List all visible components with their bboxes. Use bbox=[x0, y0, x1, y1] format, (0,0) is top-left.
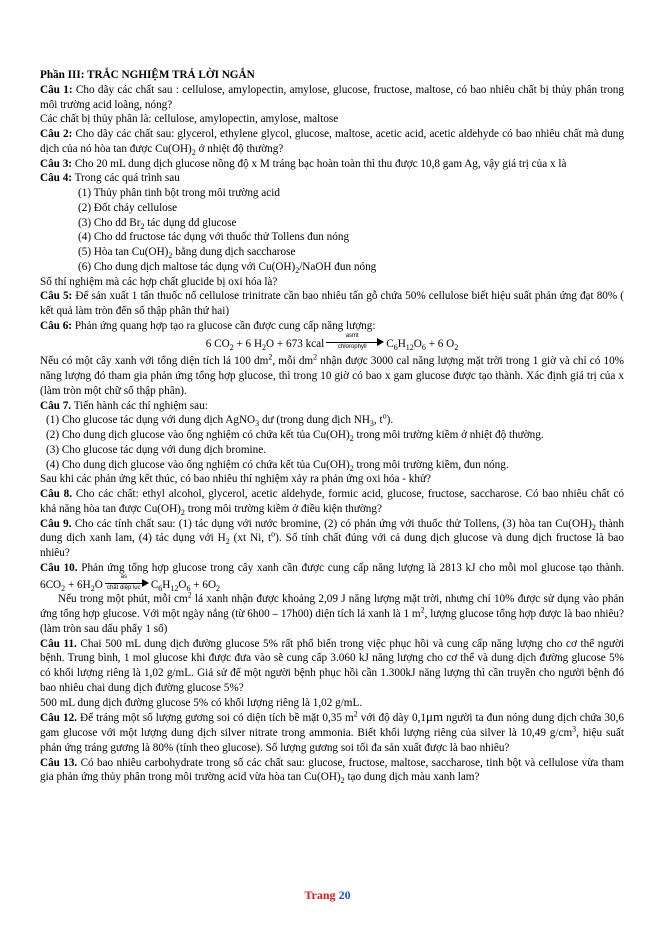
question-text: Cho dãy các chất sau: glycerol, ethylene glycol, glucose, maltose, acetic acid, acetic aldehyde có bao nhiêu chất mà dung dịch của nó hòa tan được Cu(OH) bbox=[40, 128, 624, 155]
list-item bbox=[40, 245, 624, 260]
question-2 bbox=[40, 127, 624, 157]
question-text: với độ dày 0,1 bbox=[357, 712, 426, 725]
item-text: (4) Cho dung dịch glucose vào ống nghiệm có chứa kết tủa Cu(OH) bbox=[46, 458, 350, 471]
subscript: 2 bbox=[216, 583, 221, 593]
subscript: 6 bbox=[421, 342, 426, 352]
item-text: dư (trong dung dịch NH bbox=[259, 414, 370, 427]
question-label: Câu 7. bbox=[40, 399, 72, 412]
item-text: (6) Cho dung dịch maltose tác dụng với Cu(OH) bbox=[78, 260, 296, 273]
eq-part: 6CO bbox=[40, 578, 62, 591]
subscript: 2 bbox=[262, 342, 267, 352]
list-item bbox=[40, 413, 624, 428]
subscript: 6 bbox=[393, 342, 398, 352]
superscript: 2 bbox=[268, 352, 273, 362]
question-7-ask: Sau khi các phản ứng kết thúc, có bao nhiêu thí nghiệm xảy ra phản ứng oxi hóa - khử? bbox=[40, 473, 432, 486]
question-11-note: 500 mL dung dịch đường glucose 5% có khối lượng riêng là 1,02 g/mL. bbox=[40, 696, 363, 709]
subscript: 2 bbox=[340, 776, 345, 786]
eq-part: + 6O bbox=[190, 578, 217, 591]
question-text: Cho 20 mL dung dịch glucose nồng độ x M tráng bạc hoàn toàn thì thu được 10,8 gam Ag, vậy giá trị của x là bbox=[72, 157, 567, 170]
subscript: 2 bbox=[454, 342, 459, 352]
body-text: lá xanh nhận được khoảng 2,09 J năng lượng mặt trời, nhưng chỉ 10% được sử dụng vào phản ứng tổng hợp glucose. Với một ngày nắng (từ 6h00 – 17h00) diện tích lá xanh là 1 m bbox=[40, 593, 624, 620]
question-text: tạo dung dịch màu xanh lam? bbox=[344, 771, 480, 784]
question-text: ). Số tính chất đúng với cả dung dịch glucose và dung dịch fructose là bao nhiêu? bbox=[40, 532, 624, 559]
document-page bbox=[40, 68, 624, 785]
arrow-condition-top: as bbox=[120, 573, 127, 580]
body-text: Nếu trong một phút, mỗi cm bbox=[58, 593, 188, 606]
question-label: Câu 12. bbox=[40, 712, 77, 725]
eq-part: + 6 H bbox=[233, 337, 263, 350]
subscript: 6 bbox=[186, 583, 191, 593]
list-item: (4) Cho dd fructose tác dụng với thuốc thử Tollens đun nóng bbox=[78, 231, 350, 244]
question-12 bbox=[40, 710, 624, 755]
subscript: 2 bbox=[61, 583, 66, 593]
item-text: tác dụng dd glucose bbox=[144, 216, 237, 229]
arrow-condition-bottom: chlorophyll bbox=[337, 343, 367, 350]
question-text: Để sản xuất 1 tấn thuốc nổ cellulose trinitrate cần bao nhiêu tấn gỗ chứa 50% cellulose biết hiệu suất phản ứng đạt 80% ( kết quả làm tròn đến số thập phân thứ hai) bbox=[40, 290, 624, 317]
list-item bbox=[40, 216, 624, 231]
question-text: Tiến hành các thí nghiệm sau: bbox=[71, 399, 208, 412]
question-text: thành dung dịch xanh lam, (4) tác dụng với H bbox=[40, 517, 624, 545]
item-text: (5) Hòa tan Cu(OH) bbox=[78, 246, 169, 258]
superscript: 2 bbox=[187, 590, 192, 600]
body-text: nhận được 3000 cal năng lượng mặt trời trong 1 giờ và chỉ có 10% năng lượng đó tham gia phản ứng tổng hợp glucose, thì trong 10 giờ có bao x gam glucose được tạo thành. Xác định giá trị của x (làm tròn một chữ số thập phân). bbox=[40, 355, 624, 397]
question-text: người ta đun nóng dung dịch chứa 30,6 gam glucose với một lượng dung dịch silver nitrate trong ammonia. Biết khối lượng riêng của silver là 10,49 g/cm bbox=[40, 712, 624, 739]
question-1-note: Các chất bị thủy phân là: cellulose, amylopectin, amylose, maltose bbox=[40, 113, 339, 126]
question-label: Câu 11. bbox=[40, 637, 77, 650]
eq-part: H bbox=[162, 578, 171, 591]
question-text: (xt Ni, t bbox=[229, 532, 272, 545]
question-text: ở nhiệt độ thường? bbox=[195, 142, 284, 155]
question-10-body bbox=[40, 592, 624, 636]
question-10 bbox=[40, 561, 624, 593]
question-label: Câu 13. bbox=[40, 756, 78, 769]
question-label: Câu 4: bbox=[40, 172, 73, 185]
eq-part: H bbox=[397, 337, 406, 350]
question-label: Câu 8. bbox=[40, 488, 73, 500]
question-9 bbox=[40, 517, 624, 561]
question-text: , hiệu suất phản ứng tráng gương là 80% (tính theo glucose). Số lượng gương soi tối đa sản xuất được là bao nhiêu? bbox=[40, 727, 624, 754]
list-item bbox=[40, 458, 624, 473]
subscript: 2 bbox=[225, 537, 230, 547]
subscript: 2 bbox=[168, 251, 173, 261]
question-text: trong môi trường kiềm ở điều kiện thường? bbox=[184, 502, 382, 515]
subscript: 2 bbox=[349, 434, 354, 444]
unit-text: μm bbox=[425, 709, 444, 725]
arrow-condition-top: asmt bbox=[345, 332, 359, 339]
question-label: Câu 10. bbox=[40, 561, 78, 574]
section-title: Phần III: TRẮC NGHIỆM TRẢ LỜI NGẮN bbox=[40, 69, 255, 81]
question-label: Câu 5: bbox=[40, 290, 73, 303]
subscript: 3 bbox=[255, 419, 260, 429]
subscript: 12 bbox=[170, 583, 179, 593]
reaction-arrow-icon bbox=[326, 332, 384, 350]
arrow-condition-bottom: chất diệp lục bbox=[106, 584, 141, 591]
question-7 bbox=[40, 399, 624, 414]
list-item bbox=[40, 260, 624, 275]
item-text: /NaOH đun nóng bbox=[299, 260, 377, 273]
list-item: (3) Cho glucose tác dụng với dung dịch bromine. bbox=[46, 443, 266, 456]
superscript: 2 bbox=[313, 352, 318, 362]
eq-part: O bbox=[178, 578, 187, 591]
list-item: (1) Thủy phân tinh bột trong môi trường acid bbox=[78, 187, 280, 199]
body-text: , mỗi dm bbox=[272, 355, 314, 368]
question-8 bbox=[40, 487, 624, 517]
question-text: Có bao nhiêu carbohydrate trong số các chất sau: glucose, fructose, maltose, saccharose, tinh bột và cellulose vừa tham gia phản ứng thủy phân trong môi trường acid vừa hòa tan Cu(OH) bbox=[40, 756, 624, 784]
eq-part: 6 CO bbox=[205, 337, 230, 350]
superscript: 2 bbox=[353, 709, 358, 719]
item-text: (2) Cho dung dịch glucose vào ống nghiệm có chứa kết tủa Cu(OH) bbox=[46, 429, 350, 441]
body-text: , lượng glucose tổng hợp được là bao nhiêu? (làm tròn sau dấu phẩy 1 số) bbox=[40, 608, 624, 635]
item-text: bằng dung dịch saccharose bbox=[172, 246, 296, 258]
question-label: Câu 6: bbox=[40, 319, 73, 332]
item-text: trong môi trường kiềm, đun nóng. bbox=[353, 458, 509, 471]
eq-part: O bbox=[413, 337, 422, 350]
item-text: , t bbox=[373, 414, 383, 427]
question-text: Phản ứng tổng hợp glucose trong cây xanh cần được cung cấp năng lượng là 2813 kJ cho mỗi mol glucose tạo thành. bbox=[77, 561, 624, 574]
reaction-arrow-icon bbox=[105, 573, 149, 591]
eq-part: C bbox=[386, 337, 394, 350]
list-item bbox=[40, 428, 624, 443]
eq-part: C bbox=[150, 578, 159, 591]
eq-part: + 6 O bbox=[425, 337, 455, 350]
question-text: Trong các quá trình sau bbox=[72, 172, 180, 185]
question-label: Câu 3: bbox=[40, 157, 73, 170]
superscript: 2 bbox=[420, 605, 425, 615]
question-text: Để tráng một số lượng gương soi có diện tích bề mặt 0,35 m bbox=[76, 712, 354, 725]
list-item: (2) Đốt cháy cellulose bbox=[78, 201, 178, 214]
question-6-body bbox=[40, 354, 624, 398]
subscript: 2 bbox=[140, 221, 145, 231]
question-6 bbox=[40, 319, 624, 334]
page-footer bbox=[0, 888, 655, 903]
subscript: 2 bbox=[349, 463, 354, 473]
subscript: 2 bbox=[229, 342, 234, 352]
superscript: o bbox=[382, 411, 387, 421]
subscript: 2 bbox=[295, 265, 300, 275]
question-13 bbox=[40, 756, 624, 786]
subscript: 12 bbox=[405, 342, 414, 352]
eq-part: + 6H bbox=[65, 578, 91, 591]
item-text: trong môi trường kiềm ở nhiệt độ thường. bbox=[353, 429, 544, 441]
item-text: ). bbox=[386, 414, 394, 427]
page-number: 20 bbox=[338, 888, 351, 902]
body-text: Nếu có một cây xanh với tổng diện tích lá 100 dm bbox=[40, 355, 269, 368]
subscript: 2 bbox=[90, 583, 95, 593]
question-label: Câu 1: bbox=[40, 83, 73, 96]
question-text: Cho dãy các chất sau : cellulose, amylopectin, amylose, glucose, fructose, maltose, có bao nhiêu chất bị thủy phân trong môi trường acid loãng, nóng? bbox=[40, 83, 624, 111]
question-11 bbox=[40, 637, 624, 696]
subscript: 2 bbox=[191, 147, 196, 157]
question-1 bbox=[40, 83, 624, 113]
subscript: 3 bbox=[369, 419, 374, 429]
subscript: 2 bbox=[591, 522, 596, 532]
eq-part: O + 673 kcal bbox=[266, 337, 325, 350]
item-text: (1) Cho glucose tác dụng với dung dịch AgNO bbox=[46, 414, 256, 427]
question-4-ask: Số thí nghiệm mà các hợp chất glucide bị oxi hóa là? bbox=[40, 275, 278, 288]
subscript: 2 bbox=[180, 507, 185, 517]
superscript: o bbox=[271, 529, 276, 539]
page-label: Trang bbox=[304, 888, 339, 902]
question-4 bbox=[40, 171, 624, 186]
item-text: (3) Cho dd Br bbox=[78, 216, 141, 229]
eq-part: O bbox=[94, 578, 103, 591]
question-3 bbox=[40, 157, 624, 172]
subscript: 6 bbox=[158, 583, 163, 593]
question-5 bbox=[40, 289, 624, 319]
question-text: Phản ứng quang hợp tạo ra glucose cần được cung cấp năng lượng: bbox=[72, 319, 376, 332]
question-label: Câu 2: bbox=[40, 128, 73, 140]
superscript: 3 bbox=[572, 724, 577, 734]
question-text: Chai 500 mL dung dịch đường glucose 5% rất phổ biến trong việc phục hồi và cung cấp năng lượng cho cơ thể người bệnh. Trung bình, 1 mol glucose khi được đưa vào sẽ cung cấp 3.060 kJ năng lượng cho cơ thể và dung dịch đường glucose 5% có khối lượng riêng là 1,02 g/mL. Giả sử để một người bệnh phục hồi cần 1.300kJ năng lượng thì cần truyền cho người bệnh đó bao nhiêu chai dung dịch đường glucose 5%? bbox=[40, 637, 625, 694]
question-label: Câu 9. bbox=[40, 517, 72, 530]
question-text: Cho các tính chất sau: (1) tác dụng với nước bromine, (2) có phản ứng với thuốc thử Tollens, (3) hòa tan Cu(OH) bbox=[71, 517, 592, 530]
photosynthesis-equation bbox=[40, 332, 624, 352]
question-text: Cho các chất: ethyl alcohol, glycerol, acetic aldehyde, formic acid, glucose, fructose, saccharose. Có bao nhiêu chất có khả năng hòa tan được Cu(OH) bbox=[40, 488, 624, 515]
